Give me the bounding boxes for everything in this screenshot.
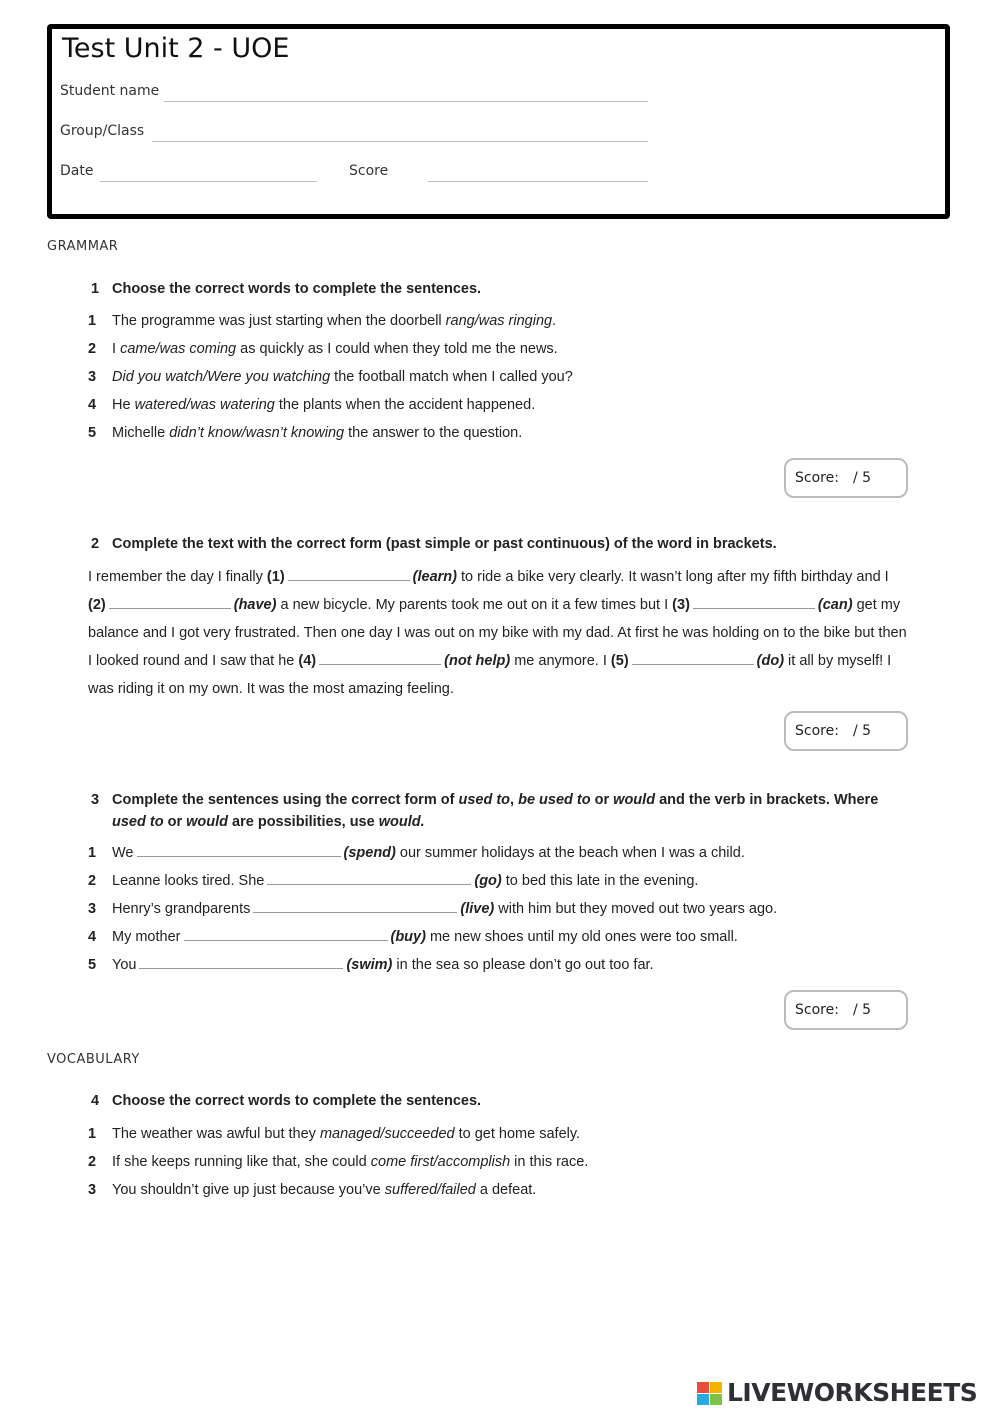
ex3-instr-conj-3: or — [163, 814, 187, 830]
ex1-item — [88, 425, 522, 441]
ex1-option-a[interactable]: watered — [134, 397, 187, 413]
ex2-verb-2: (have) — [233, 597, 277, 613]
ex4-item-number: 3 — [88, 1182, 97, 1198]
ex3-instr-conj-1: , — [510, 792, 519, 808]
ex1-option-separator: / — [155, 341, 160, 357]
ex3-item-text-post: our summer holidays at the beach when I was a child. — [395, 845, 745, 861]
ex3-verb: (buy) — [390, 929, 426, 945]
ex2-instruction — [91, 536, 777, 552]
ex3-instr-term-2: be used to — [518, 792, 591, 808]
ex2-text-6: it all by myself! I was riding it on my own. It was the most amazing feeling. — [88, 653, 892, 697]
ex4-option-separator: / — [433, 1154, 438, 1170]
date-label: Date — [60, 163, 94, 179]
ex1-item-number: 4 — [88, 397, 97, 413]
ex3-verb: (swim) — [346, 957, 393, 973]
score-box-label: Score: — [795, 1002, 839, 1018]
ex4-item-text-pre: If she keeps running like that, she could — [112, 1154, 371, 1170]
ex2-text-4: get my balance and I got very frustrated. Then one day I was out on my bike with my dad. At first he was holding on to the bike but then I looked round and I saw that he — [88, 597, 907, 669]
ex4-item — [88, 1154, 588, 1170]
ex3-answer-gap[interactable] — [139, 957, 343, 969]
ex1-option-a[interactable]: came — [120, 341, 156, 357]
ex1-item-text-pre: The programme was just starting when the doorbell — [112, 313, 446, 329]
ex1-score-box — [784, 458, 908, 498]
ex1-item-number: 3 — [88, 369, 97, 385]
ex3-instruction — [91, 789, 911, 833]
ex1-item-number: 5 — [88, 425, 97, 441]
ex3-instr-term-5: would — [186, 814, 229, 830]
ex3-verb: (spend) — [343, 845, 396, 861]
ex3-item-number: 4 — [88, 929, 97, 945]
ex1-number: 1 — [91, 281, 100, 297]
ex3-item-text-pre: My mother — [112, 929, 181, 945]
ex2-text-3: a new bicycle. My parents took me out on it a few times but I — [276, 597, 673, 613]
ex2-gap-5[interactable] — [632, 653, 754, 665]
vocabulary-section-label: VOCABULARY — [47, 1052, 140, 1067]
ex2-text-2: to ride a bike very clearly. It wasn’t long after my fifth birthday and I — [456, 569, 889, 585]
ex3-verb: (live) — [460, 901, 495, 917]
ex4-item-number: 2 — [88, 1154, 97, 1170]
ex2-gap-number-5: (5) — [610, 653, 629, 669]
ex3-score-box — [784, 990, 908, 1030]
ex3-item-text-post: with him but they moved out two years ago. — [494, 901, 778, 917]
ex1-item-number: 1 — [88, 313, 97, 329]
ex2-instruction-text: Complete the text with the correct form (past simple or past continuous) of the word in brackets. — [112, 536, 777, 552]
ex1-option-a[interactable]: Did you watch — [112, 369, 204, 385]
ex3-answer-gap[interactable] — [184, 929, 388, 941]
ex2-verb-5: (do) — [756, 653, 785, 669]
ex4-item-text-post: in this race. — [510, 1154, 589, 1170]
ex2-verb-1: (learn) — [412, 569, 457, 585]
ex3-instr-term-4: used to — [112, 814, 164, 830]
grammar-section-label: GRAMMAR — [47, 239, 119, 254]
ex2-number: 2 — [91, 536, 100, 552]
ex1-option-b[interactable]: was coming — [159, 341, 237, 357]
liveworksheets-logo — [697, 1377, 995, 1411]
ex1-item-text-post: as quickly as I could when they told me the news. — [236, 341, 558, 357]
ex1-option-b[interactable]: Were you watching — [207, 369, 331, 385]
ex1-option-a[interactable]: rang — [445, 313, 475, 329]
ex1-item — [88, 397, 535, 413]
ex1-item — [88, 369, 573, 385]
ex2-text-5: me anymore. I — [510, 653, 611, 669]
score-box-total: / 5 — [852, 723, 872, 739]
ex3-instr-conj-4: are possibilities, use — [228, 814, 379, 830]
ex4-option-b[interactable]: failed — [441, 1182, 476, 1198]
ex3-answer-gap[interactable] — [137, 845, 341, 857]
ex4-item-text-pre: The weather was awful but they — [112, 1126, 320, 1142]
ex3-item-number: 5 — [88, 957, 97, 973]
ex2-gap-number-1: (1) — [266, 569, 285, 585]
ex4-option-separator: / — [437, 1182, 442, 1198]
ex3-item-number: 3 — [88, 901, 97, 917]
score-label: Score — [349, 163, 389, 179]
ex3-answer-gap[interactable] — [267, 873, 471, 885]
ex2-gap-number-4: (4) — [298, 653, 317, 669]
ex1-item-text-post: the football match when I called you? — [330, 369, 573, 385]
score-box-label: Score: — [795, 723, 839, 739]
ex1-option-separator: / — [203, 369, 208, 385]
ex3-instr-text-b: and the verb in brackets. Where — [655, 792, 879, 808]
ex3-instr-conj-2: or — [590, 792, 614, 808]
ex4-item-text-pre: You shouldn’t give up just because you’ve — [112, 1182, 385, 1198]
ex4-option-a[interactable]: come first — [370, 1154, 434, 1170]
ex2-verb-4: (not help) — [444, 653, 511, 669]
ex3-verb: (go) — [474, 873, 502, 889]
ex2-gap-number-3: (3) — [672, 597, 690, 613]
ex1-option-separator: / — [474, 313, 479, 329]
logo-blocks-icon — [697, 1382, 723, 1406]
logo-text: LIVEWORKSHEETS — [727, 1378, 978, 1407]
ex3-item-text-post: me new shoes until my old ones were too small. — [425, 929, 738, 945]
ex4-option-a[interactable]: managed — [319, 1126, 381, 1142]
date-field[interactable] — [100, 181, 317, 182]
ex2-gap-3[interactable] — [693, 597, 815, 609]
ex4-option-b[interactable]: accomplish — [437, 1154, 511, 1170]
ex4-option-a[interactable]: suffered — [384, 1182, 438, 1198]
ex1-instruction — [91, 281, 481, 297]
ex3-instr-term-3: would — [613, 792, 656, 808]
ex4-item-text-post: to get home safely. — [454, 1126, 581, 1142]
ex3-item-text-pre: We — [112, 845, 134, 861]
ex1-item-text-pre: I — [112, 341, 121, 357]
ex3-item — [88, 845, 745, 861]
ex2-gap-1[interactable] — [288, 569, 410, 581]
ex1-item-text-post: . — [552, 313, 557, 329]
score-box-label: Score: — [795, 470, 839, 486]
ex1-option-b[interactable]: was ringing — [478, 313, 553, 329]
ex2-text-1: I remember the day I finally — [88, 569, 267, 585]
ex2-gap-number-2: (2) — [88, 597, 106, 613]
ex1-option-separator: / — [241, 425, 246, 441]
ex3-item-text-pre: Henry’s grandparents — [112, 901, 251, 917]
ex1-option-b[interactable]: wasn’t knowing — [245, 425, 345, 441]
group-class-label: Group/Class — [60, 123, 145, 139]
ex3-item-text-pre: You — [112, 957, 137, 973]
ex1-option-a[interactable]: didn’t know — [169, 425, 242, 441]
ex2-verb-3: (can) — [817, 597, 853, 613]
ex2-paragraph — [88, 563, 910, 703]
ex3-item-number: 2 — [88, 873, 97, 889]
ex1-item-text-post: the answer to the question. — [344, 425, 523, 441]
ex4-option-separator: / — [380, 1126, 385, 1142]
ex3-item — [88, 873, 698, 889]
ex3-item-text-post: to bed this late in the evening. — [501, 873, 699, 889]
ex4-item-number: 1 — [88, 1126, 97, 1142]
score-field[interactable] — [428, 181, 648, 182]
ex3-answer-gap[interactable] — [253, 901, 457, 913]
ex3-instr-term-1: used to — [458, 792, 511, 808]
ex3-number: 3 — [91, 792, 100, 808]
student-name-field[interactable] — [164, 101, 648, 102]
ex1-item-text-pre: Michelle — [112, 425, 170, 441]
ex1-item-number: 2 — [88, 341, 97, 357]
ex2-gap-2[interactable] — [109, 597, 231, 609]
worksheet-title: Test Unit 2 - UOE — [62, 33, 290, 64]
ex3-item-number: 1 — [88, 845, 97, 861]
ex4-instruction — [91, 1093, 481, 1109]
ex2-score-box — [784, 711, 908, 751]
score-box-total: / 5 — [852, 1002, 872, 1018]
ex4-item — [88, 1126, 580, 1142]
ex1-item-text-pre: He — [112, 397, 135, 413]
ex3-item — [88, 929, 738, 945]
ex1-item — [88, 341, 558, 357]
ex4-option-b[interactable]: succeeded — [384, 1126, 455, 1142]
ex3-instr-text-a: Complete the sentences using the correct form of — [112, 792, 459, 808]
ex1-option-separator: / — [186, 397, 191, 413]
ex4-item — [88, 1182, 536, 1198]
score-box-total: / 5 — [852, 470, 872, 486]
ex3-item — [88, 901, 777, 917]
ex3-item — [88, 957, 654, 973]
ex3-item-text-post: in the sea so please don’t go out too far. — [392, 957, 654, 973]
ex3-instr-term-6: would. — [378, 814, 425, 830]
ex1-item — [88, 313, 556, 329]
header-box — [47, 24, 950, 219]
ex1-item-text-post: the plants when the accident happened. — [274, 397, 536, 413]
ex4-instruction-text: Choose the correct words to complete the sentences. — [112, 1093, 482, 1109]
ex3-item-text-pre: Leanne looks tired. She — [112, 873, 265, 889]
group-class-field[interactable] — [152, 141, 648, 142]
ex1-instruction-text: Choose the correct words to complete the sentences. — [112, 281, 482, 297]
ex2-gap-4[interactable] — [319, 653, 441, 665]
ex4-item-text-post: a defeat. — [475, 1182, 537, 1198]
ex4-number: 4 — [91, 1093, 100, 1109]
ex1-option-b[interactable]: was watering — [190, 397, 275, 413]
student-name-label: Student name — [60, 83, 160, 99]
